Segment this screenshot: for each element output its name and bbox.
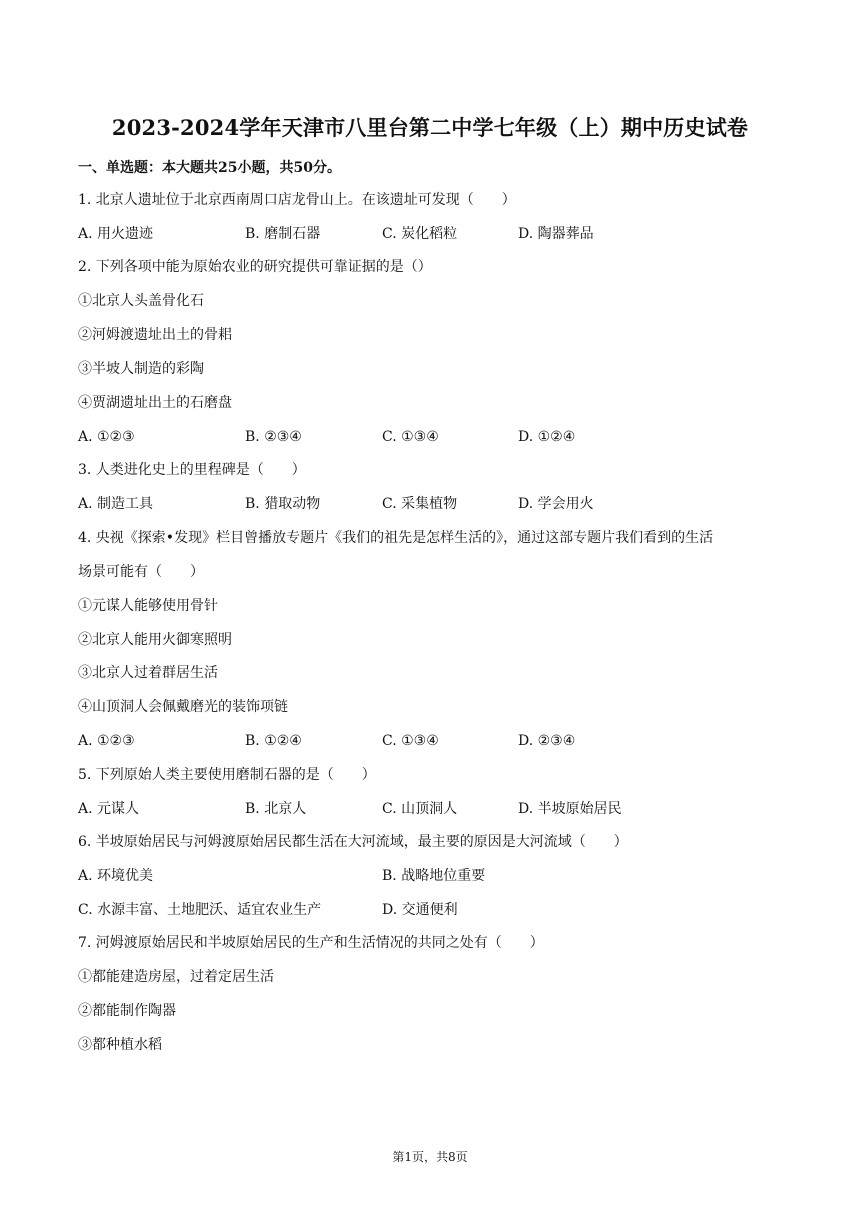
- q1-option-c: C. 炭化稻粒: [382, 226, 458, 242]
- q2-item-1: ①北京人头盖骨化石: [78, 293, 204, 309]
- question-4-stem-line2: 场景可能有（ ）: [78, 564, 204, 580]
- q2-option-a: A. ①②③: [78, 429, 135, 445]
- question-6-stem: 6. 半坡原始居民与河姆渡原始居民都生活在大河流域，最主要的原因是大河流域（ ）: [78, 834, 628, 850]
- q5-option-c: C. 山顶洞人: [382, 801, 458, 817]
- q2-item-2: ②河姆渡遗址出土的骨耜: [78, 327, 232, 343]
- q1-option-b: B. 磨制石器: [245, 226, 321, 242]
- q4-option-b: B. ①②④: [245, 733, 302, 749]
- q4-option-d: D. ②③④: [518, 733, 576, 749]
- question-2-stem: 2. 下列各项中能为原始农业的研究提供可靠证据的是（）: [78, 259, 432, 275]
- question-1-stem: 1. 北京人遗址位于北京西南周口店龙骨山上。在该遗址可发现（ ）: [78, 192, 516, 208]
- q2-item-3: ③半坡人制造的彩陶: [78, 361, 204, 377]
- q6-option-c: C. 水源丰富、土地肥沃、适宜农业生产: [78, 902, 322, 918]
- q2-item-4: ④贾湖遗址出土的石磨盘: [78, 395, 232, 411]
- q1-option-d: D. 陶器葬品: [518, 226, 594, 242]
- q4-item-2: ②北京人能用火御寒照明: [78, 632, 232, 648]
- page-number-footer: 第1页，共8页: [392, 1150, 468, 1164]
- q5-option-b: B. 北京人: [245, 801, 307, 817]
- q2-option-d: D. ①②④: [518, 429, 576, 445]
- q7-item-3: ③都种植水稻: [78, 1037, 162, 1053]
- q4-option-a: A. ①②③: [78, 733, 135, 749]
- q4-item-1: ①元谋人能够使用骨针: [78, 598, 218, 614]
- q5-option-a: A. 元谋人: [78, 801, 140, 817]
- q3-option-c: C. 采集植物: [382, 496, 458, 512]
- q4-option-c: C. ①③④: [382, 733, 439, 749]
- question-5-stem: 5. 下列原始人类主要使用磨制石器的是（ ）: [78, 767, 376, 783]
- q6-option-b: B. 战略地位重要: [382, 868, 486, 884]
- q4-item-3: ③北京人过着群居生活: [78, 665, 218, 681]
- q4-item-4: ④山顶洞人会佩戴磨光的装饰项链: [78, 699, 288, 715]
- q5-option-d: D. 半坡原始居民: [518, 801, 622, 817]
- question-4-stem-line1: 4. 央视《探索•发现》栏目曾播放专题片《我们的祖先是怎样生活的》，通过这部专题片我们看到的生活: [78, 530, 714, 546]
- section-heading: 一、单选题：本大题共25小题，共50分。: [78, 160, 341, 176]
- q1-option-a: A. 用火遗迹: [78, 226, 154, 242]
- question-7-stem: 7. 河姆渡原始居民和半坡原始居民的生产和生活情况的共同之处有（ ）: [78, 935, 544, 951]
- q6-option-d: D. 交通便利: [382, 902, 458, 918]
- q2-option-c: C. ①③④: [382, 429, 439, 445]
- q3-option-b: B. 猎取动物: [245, 496, 321, 512]
- q7-item-1: ①都能建造房屋，过着定居生活: [78, 969, 274, 985]
- q2-option-b: B. ②③④: [245, 429, 302, 445]
- q3-option-d: D. 学会用火: [518, 496, 594, 512]
- page-title: 2023-2024学年天津市八里台第二中学七年级（上）期中历史试卷: [111, 115, 749, 140]
- question-3-stem: 3. 人类进化史上的里程碑是（ ）: [78, 462, 306, 478]
- q7-item-2: ②都能制作陶器: [78, 1003, 176, 1019]
- q6-option-a: A. 环境优美: [78, 868, 154, 884]
- q3-option-a: A. 制造工具: [78, 496, 154, 512]
